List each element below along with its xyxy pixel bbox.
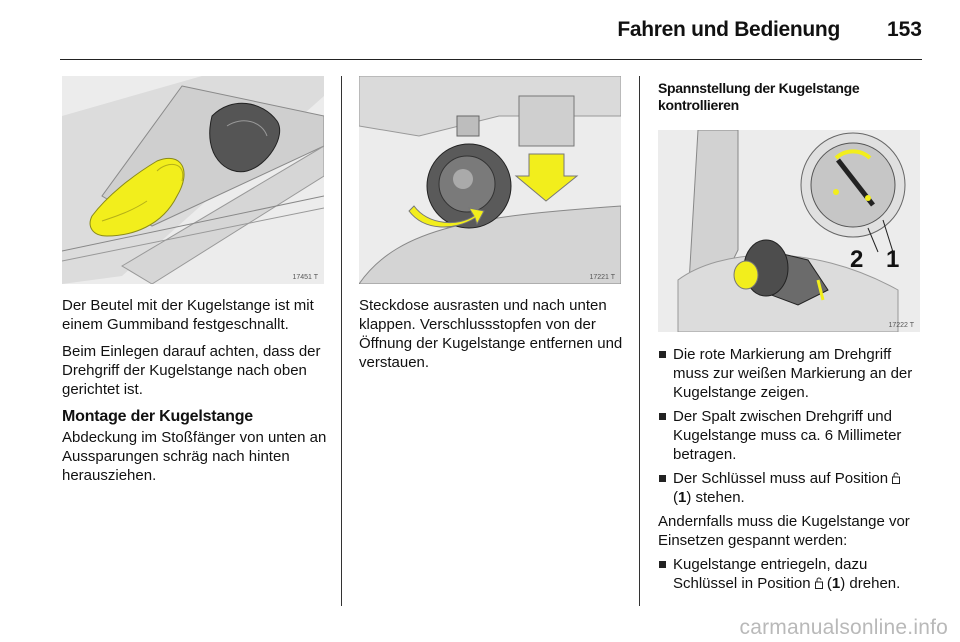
list-item-text: Kugelstange entriegeln, dazu Schlüssel in Position <box>673 556 868 592</box>
page-header <box>0 0 960 60</box>
page-number: 153 <box>886 18 922 41</box>
list-item-text: ( <box>822 575 832 592</box>
list-item <box>658 407 926 464</box>
unlocked-key-icon <box>815 577 823 589</box>
column-divider-left <box>341 76 342 606</box>
list-item-text: ) stehen. <box>686 489 745 506</box>
left-column-text <box>62 296 330 493</box>
paragraph: Beim Einlegen darauf achten, dass der Drehgriff der Kugelstange nach oben gerichtet ist. <box>62 343 321 398</box>
column-divider-right <box>639 76 640 606</box>
list-item-text: Die rote Markierung am Drehgriff muss zur weißen Markierung an der Kugelstange zeigen. <box>673 346 913 401</box>
paragraph: Abdeckung im Stoßfänger von unten an Aussparungen schräg nach hinten herausziehen. <box>62 429 327 484</box>
list-item <box>658 469 926 507</box>
paragraph: Andernfalls muss die Kugelstange vor Einsetzen gespannt werden: <box>658 513 910 549</box>
figure-code: 17451 T <box>292 274 318 281</box>
list-item-text: Der Spalt zwischen Drehgriff und Kugelstange muss ca. 6 Millimeter betragen. <box>673 408 902 463</box>
list-item-text: ) drehen. <box>840 575 901 592</box>
socket-illustration <box>359 76 621 284</box>
unlocked-key-icon <box>892 472 900 484</box>
list-item <box>658 555 926 593</box>
right-column-heading: Spannstellung der Kugelstange kontrollieren <box>658 80 860 113</box>
right-column-text <box>658 345 926 598</box>
list-item <box>658 345 926 402</box>
figure-code: 17222 T <box>888 322 914 329</box>
header-title: Fahren und Bedienung <box>617 18 840 41</box>
position-number: 1 <box>678 489 687 506</box>
position-number: 1 <box>831 575 841 592</box>
bullet-list <box>658 555 926 593</box>
header-rule <box>60 59 922 60</box>
ball-bar-illustration <box>658 130 920 332</box>
figure-ball-bar-tension <box>658 130 920 332</box>
bag-in-trunk-illustration <box>62 76 324 284</box>
list-item-text: ( <box>673 489 678 506</box>
section-title: Montage der Kugelstange <box>62 408 253 425</box>
figure-socket <box>359 76 621 284</box>
figure-bag-in-trunk <box>62 76 324 284</box>
watermark: carmanualsonline.info <box>739 616 948 639</box>
paragraph: Der Beutel mit der Kugelstange ist mit einem Gummiband festgeschnallt. <box>62 297 314 333</box>
figure-code: 17221 T <box>589 274 615 281</box>
figure-label-2: 2 <box>850 246 864 273</box>
middle-column-text <box>359 296 629 380</box>
figure-label-1: 1 <box>886 246 900 273</box>
list-item-text: Der Schlüssel muss auf Position <box>673 470 889 487</box>
paragraph: Steckdose ausrasten und nach unten klappen. Verschlussstopfen von der Öffnung der Kugelstange entfernen und verstauen. <box>359 297 623 371</box>
bullet-list <box>658 345 926 507</box>
